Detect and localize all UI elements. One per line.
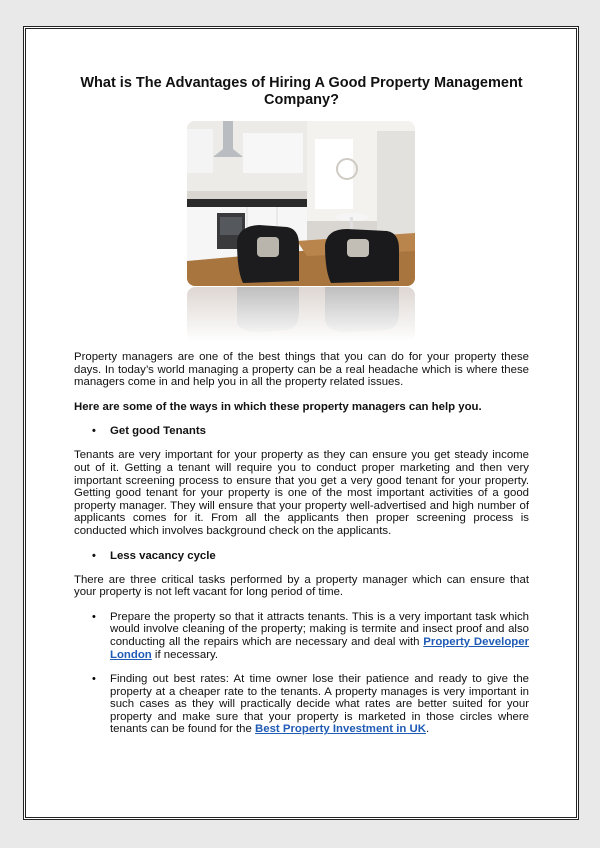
list-item-body: Prepare the property so that it attracts tenants. This is a very important task which would involve cleaning of the property; making is termite and insect proof and also conducting all the repairs which are necessary and deal with: [110, 610, 529, 648]
intro-paragraph: Property managers are one of the best things that you can do for your property these days. In today’s world managing a property can be a real headache which is where these managers come in and help you in all the property related issues.: [74, 351, 529, 389]
list-item: [92, 673, 529, 736]
section-heading-text: Less vacancy cycle: [110, 549, 216, 562]
vacancy-task-list: [92, 611, 529, 736]
tenants-paragraph: Tenants are very important for your property as they can ensure you get steady income out of it. Getting a tenant will require you to conduct proper marketing and then very important screening process to ensure that you get a very good tenant for your property. Getting good tenant for your property is one of the most important activities of a good property manager. They will ensure that your property well-advertised and high number of applicants comes for it. From all the applicants then proper screening process is conducted which involves background check on the applicants.: [74, 449, 529, 537]
apartment-photo-reflection: [187, 287, 415, 342]
list-item-body: Finding out best rates: At time owner lose their patience and ready to give the property at a cheaper rate to the tenants. A property manages is very important in such cases as they will practically decide what rates are better suited for your property and make sure that your property is marketed in those circles where tenants can be found for the: [110, 673, 529, 736]
document-content: [74, 75, 529, 736]
list-item: [92, 611, 529, 661]
bullet-icon: •: [92, 425, 96, 438]
section-get-good-tenants-heading: [92, 425, 529, 437]
document-page: [23, 26, 579, 820]
apartment-photo: [187, 121, 415, 286]
list-item-tail: if necessary.: [154, 648, 219, 661]
list-item-tail: .: [425, 723, 430, 736]
bullet-icon: •: [92, 610, 96, 623]
property-developer-london-link[interactable]: Property Developer London: [110, 635, 530, 661]
bullet-icon: •: [92, 549, 96, 562]
bullet-icon: •: [92, 673, 96, 686]
list-item-text: [110, 673, 529, 736]
section-heading-text: Get good Tenants: [110, 425, 206, 438]
list-item-text: [110, 611, 529, 661]
section-less-vacancy-heading: [92, 550, 529, 562]
photo-frame: [187, 121, 417, 347]
page-title: What is The Advantages of Hiring A Good Property Management Company?: [80, 75, 523, 108]
ways-heading: Here are some of the ways in which these property managers can help you.: [74, 400, 482, 413]
vacancy-paragraph: There are three critical tasks performed by a property manager which can ensure that your property is not left vacant for long period of time.: [74, 573, 529, 599]
best-property-investment-link[interactable]: Best Property Investment in UK: [255, 723, 426, 736]
